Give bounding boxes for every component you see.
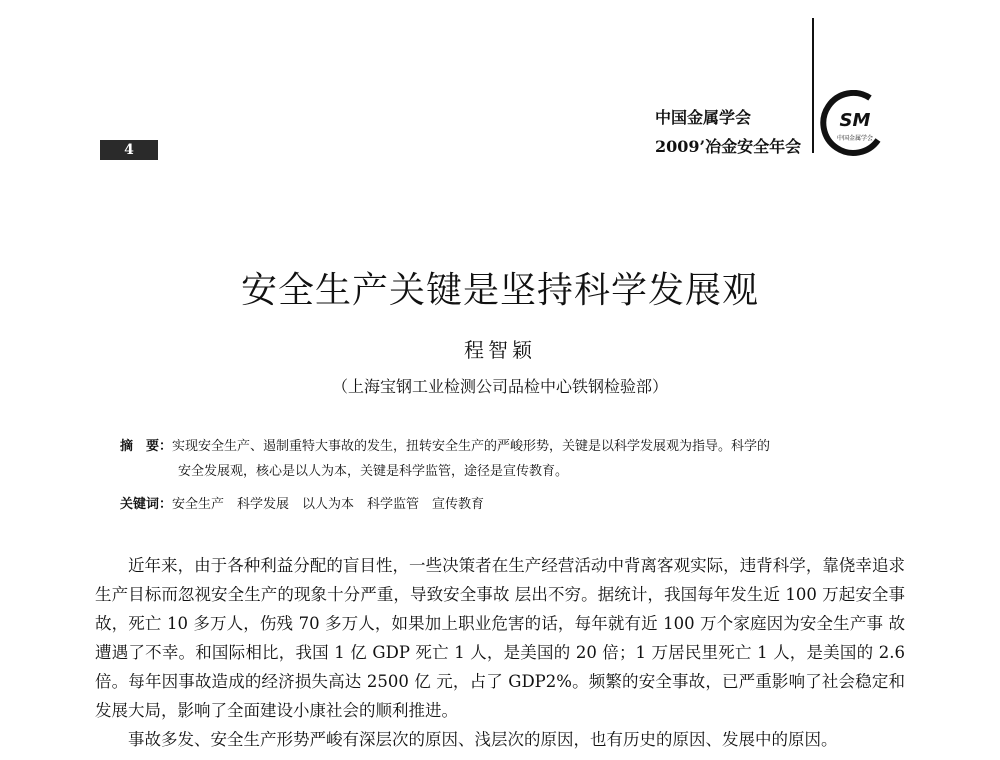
logo-mark: SM — [839, 110, 871, 131]
paper-title: 安全生产关键是坚持科学发展观 — [240, 270, 759, 311]
body-paragraph-1: 近年来，由于各种利益分配的盲目性，一些决策者在生产经营活动中背离客观实际，违背科学，靠侥幸追求生产目标而忽视安全生产的现象十分严重，导致安全事故 层出不穷。据统计，我国每年发生近 100 万起安全事故，死亡 10 多万人，伤残 70 多万人，如果加上职业危害的话，每年就有近 100 万个家庭因为安全生产事 故遭遇了不幸。和国际相比，我国 1 亿 GDP 死亡 1 人，是美国的 20 倍；1 万居民里死亡 1 人，是美国的 2.6 倍。每年因事故造成的经济损失高达 2500 亿 元，占了 GDP2%。频繁的安全事故，已严重影响了社会稳定和发展大局，影响了全面建设小康社会的顺利推进。 — [95, 556, 905, 720]
abstract — [120, 434, 900, 484]
abstract-label: 摘 要： — [120, 439, 173, 454]
paper-author: 程智颖 — [464, 338, 536, 362]
page-number-badge: 4 — [100, 140, 158, 160]
body-text — [95, 551, 905, 754]
keywords-text: 安全生产 科学发展 以人为本 科学监管 宣传教育 — [172, 497, 485, 512]
society-logo — [818, 90, 888, 160]
journal-header — [655, 103, 801, 161]
society-name: 中国金属学会 — [655, 108, 752, 127]
logo-caption: 中国金属学会 — [836, 135, 874, 142]
author-affiliation: （上海宝钢工业检测公司品检中心铁钢检验部） — [331, 377, 668, 396]
conference-name: 2009’冶金安全年会 — [655, 137, 802, 156]
keywords-label: 关键词： — [120, 497, 173, 512]
body-paragraph-2: 事故多发、安全生产形势严峻有深层次的原因、浅层次的原因，也有历史的原因、发展中的原因。 — [128, 730, 838, 749]
header-divider — [812, 18, 814, 153]
keywords — [120, 492, 900, 517]
abstract-text-line2: 安全发展观，核心是以人为本，关键是科学监管，途径是宣传教育。 — [178, 464, 569, 479]
abstract-text-line1: 实现安全生产、遏制重特大事故的发生，扭转安全生产的严峻形势，关键是以科学发展观为指导。科学的 — [172, 439, 771, 454]
